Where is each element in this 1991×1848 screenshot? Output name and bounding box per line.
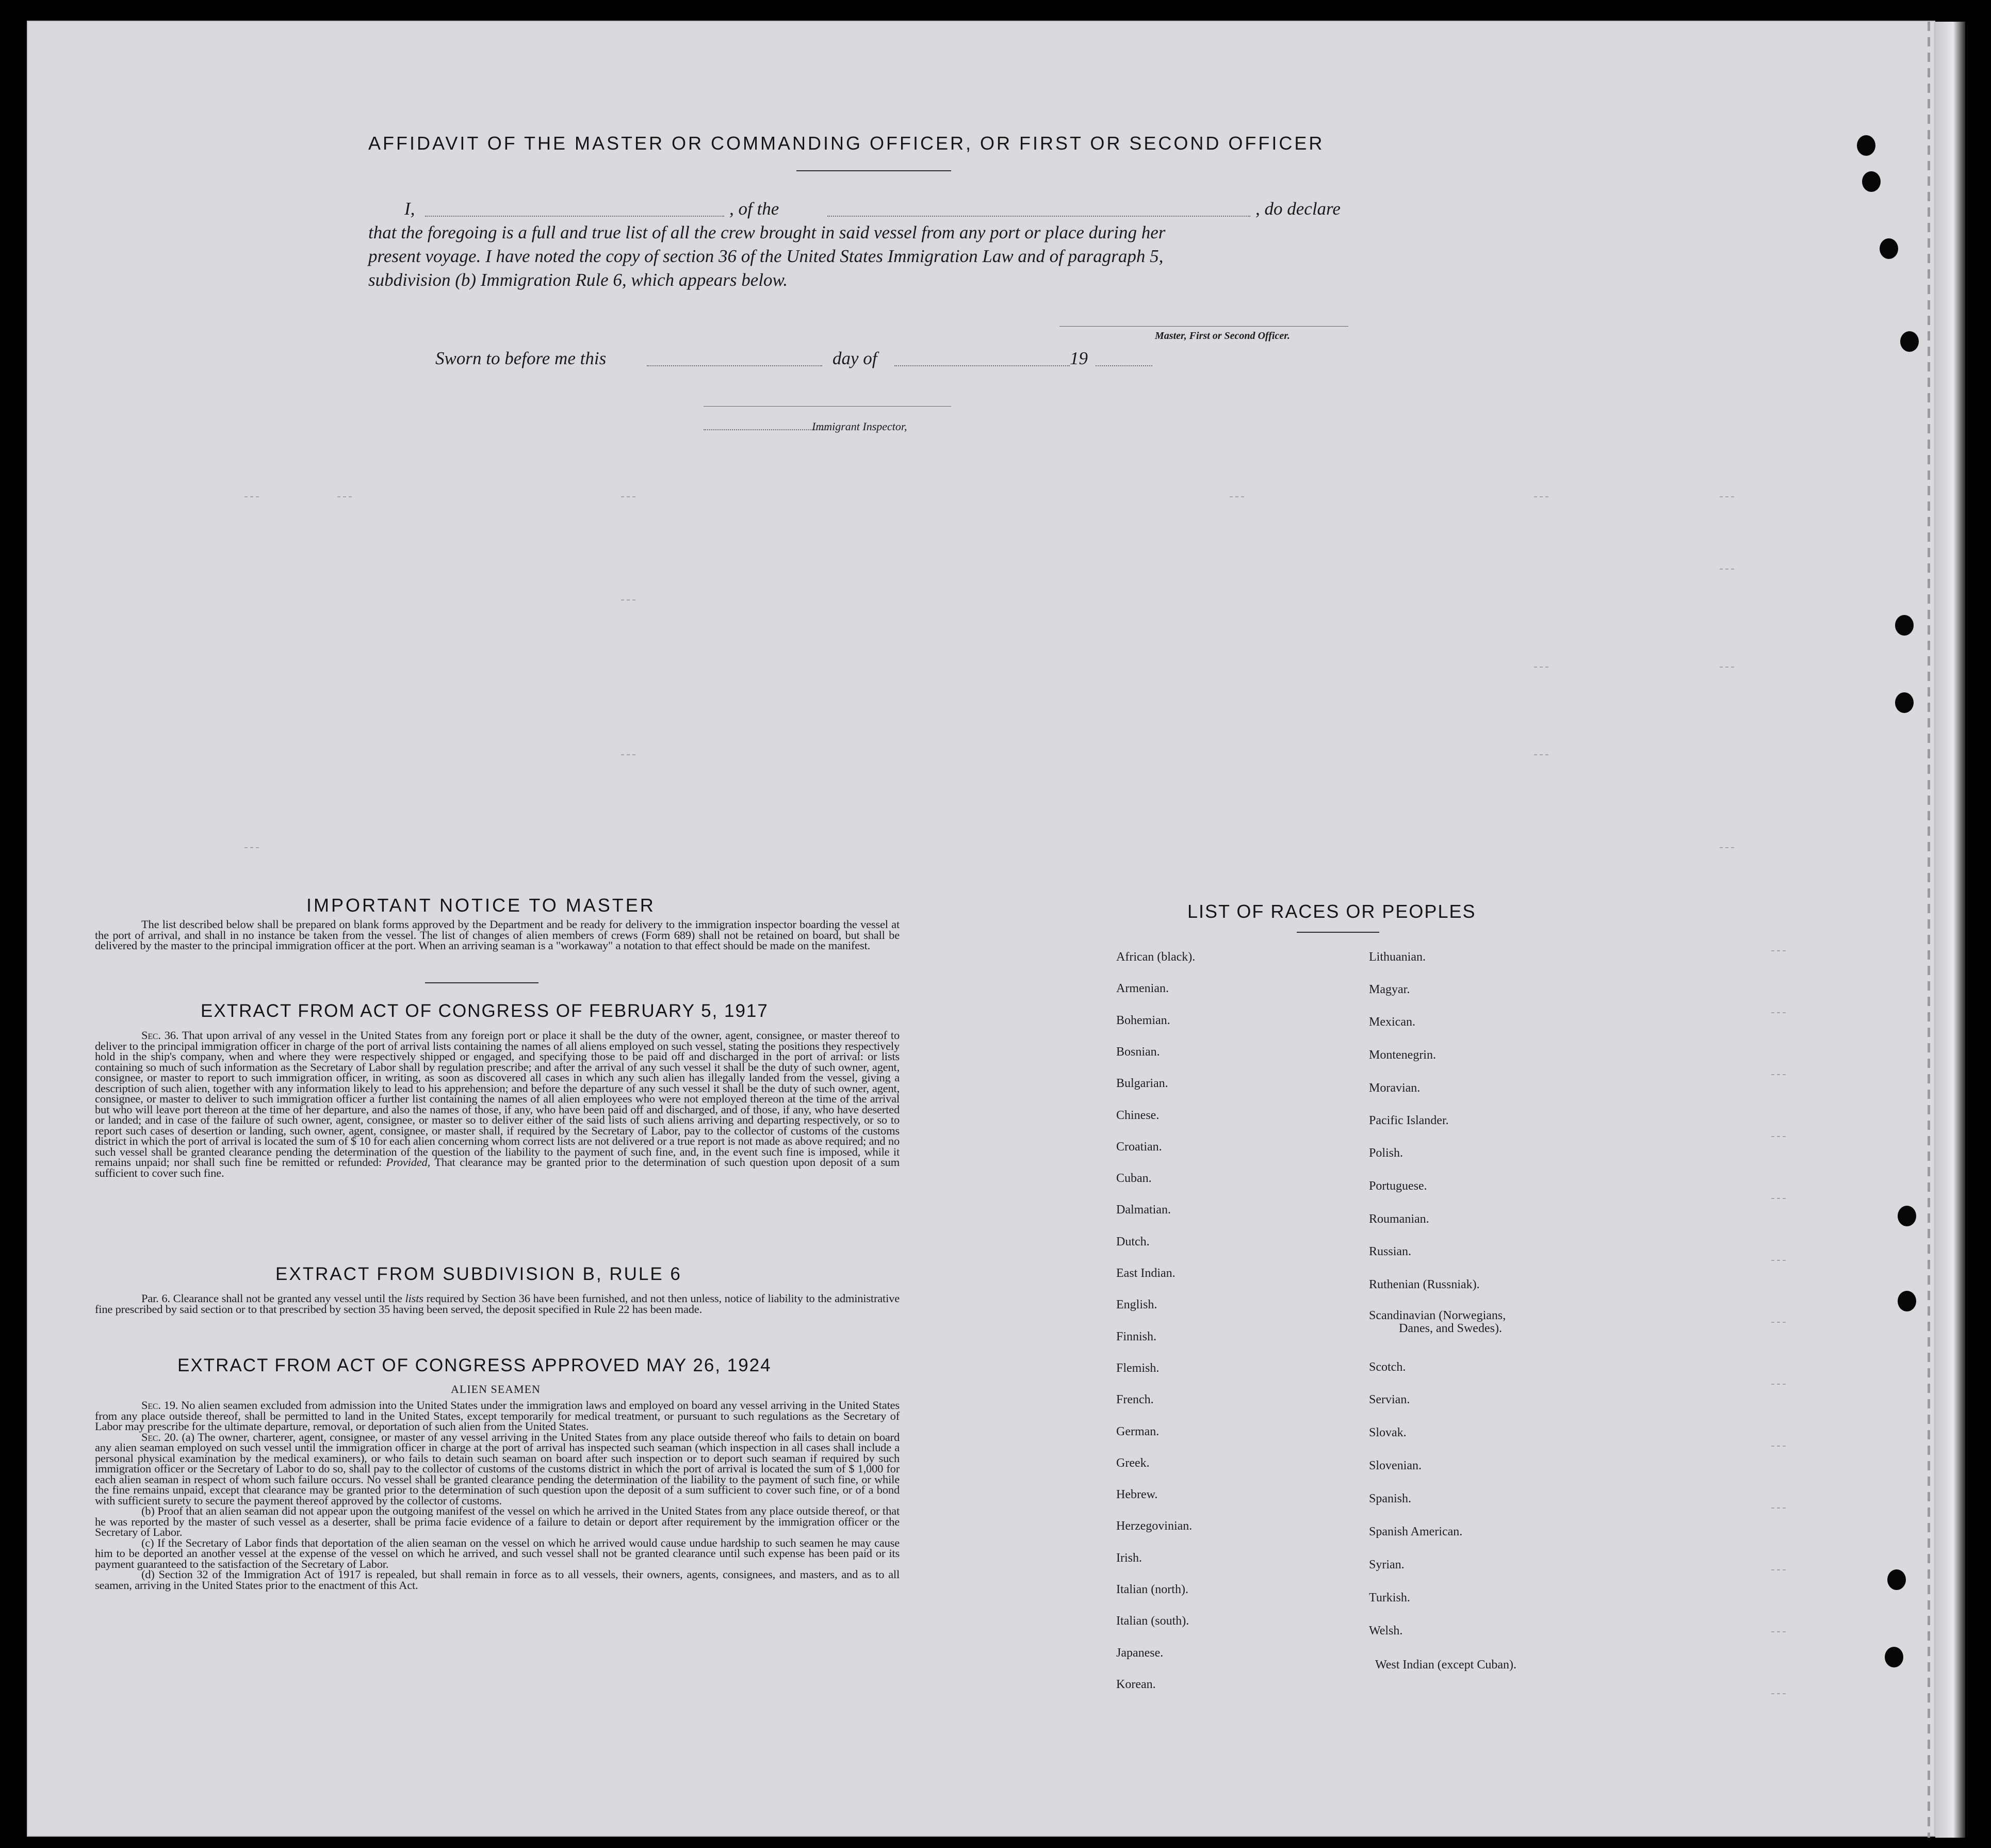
race-item: Danes, and Swedes). [1399,1322,1502,1335]
race-item: Greek. [1116,1456,1150,1470]
affidavit-line-1 [373,197,1379,221]
race-item: German. [1116,1424,1160,1438]
race-item: Roumanian. [1369,1212,1429,1226]
race-item: Scandinavian (Norwegians, [1369,1309,1506,1322]
do-declare-text: , do declare [1255,199,1341,219]
race-item: Korean. [1116,1677,1156,1691]
race-item: Spanish American. [1369,1525,1463,1538]
race-item: Ruthenian (Russniak). [1369,1278,1480,1291]
inspector-caption: Immigrant Inspector, [812,420,907,433]
race-item: Slovak. [1369,1426,1407,1439]
rule6-text: Par. 6. Clearance shall not be granted any vessel until the [141,1292,402,1305]
notice-title: IMPORTANT NOTICE TO MASTER [306,895,656,916]
form-page [27,21,1935,1837]
punch-hole [1898,1291,1916,1311]
race-item: Scotch. [1369,1360,1406,1374]
section-36-label: Sec. 36. [141,1029,179,1042]
notice-rule [425,982,538,983]
bleed-mark [1771,1384,1786,1385]
bleed-mark [621,599,635,601]
inspector-signature-line[interactable] [704,406,951,407]
races-title: LIST OF RACES OR PEOPLES [1187,901,1476,922]
bleed-mark [337,496,352,497]
section-36-end: That clearance may be granted prior to the determination of such question upon deposit of a sum sufficient to cover such fine. [95,1156,900,1179]
race-item: Finnish. [1116,1330,1157,1343]
rule6-text-end: required by Section 36 have been furnished, and not then unless, notice of liability to the administrative fine prescribed by said section or to that prescribed by section 35 having been served, the deposit specified in Rule 22 has been made. [95,1292,900,1316]
extract-1917-body [95,1030,900,1178]
punch-hole [1898,1206,1916,1226]
races-title-rule [1297,932,1379,933]
extract-rule6-title: EXTRACT FROM SUBDIVISION B, RULE 6 [275,1264,682,1284]
race-item: French. [1116,1393,1154,1407]
race-item: Spanish. [1369,1492,1412,1505]
race-item: Bosnian. [1116,1045,1160,1059]
punch-hole [1862,171,1881,192]
race-item: Italian (north). [1116,1583,1188,1596]
race-item: Pacific Islander. [1369,1114,1449,1127]
punch-hole [1857,135,1875,156]
punch-hole [1887,1569,1906,1590]
race-item: Syrian. [1369,1558,1405,1571]
race-item: Lithuanian. [1369,950,1426,964]
bleed-mark [1534,754,1548,755]
section-19-label: Sec. 19. [141,1399,178,1412]
sworn-year-field[interactable] [1096,365,1152,366]
bleed-mark [1720,847,1734,848]
bleed-mark [1771,1507,1786,1509]
bleed-mark [1720,569,1734,570]
bleed-mark [1720,496,1734,497]
race-item: Slovenian. [1369,1459,1422,1472]
of-the-text: , of the [729,199,779,219]
extract-1924-body [95,1400,900,1591]
affidavit-line-2: that the foregoing is a full and true list of all the crew brought in said vessel from any port or place during her [368,222,1166,242]
inspector-dash [704,429,827,430]
page-edge [1935,22,1965,1838]
vessel-name-field[interactable] [827,216,1250,217]
bleed-mark [1771,1074,1786,1075]
sworn-day-field[interactable] [647,365,822,366]
race-item: Chinese. [1116,1108,1160,1122]
affidavit-title-rule [796,170,951,171]
declarant-prefix: I, [404,199,415,219]
edge-perforation [1928,22,1930,1838]
race-item: Turkish. [1369,1591,1410,1604]
race-item: Welsh. [1369,1624,1403,1638]
race-item: Herzegovinian. [1116,1519,1193,1533]
race-item: Bohemian. [1116,1013,1170,1027]
affidavit-line-3: present voyage. I have noted the copy of section 36 of the United States Immigration Law and of paragraph 5, [368,246,1164,266]
bleed-mark [1771,1569,1786,1570]
race-item: Irish. [1116,1551,1142,1565]
race-item: Montenegrin. [1369,1048,1436,1062]
bleed-mark [244,847,259,848]
bleed-mark [1771,1136,1786,1137]
lists-word: lists [405,1292,423,1305]
alien-seamen-subtitle: ALIEN SEAMEN [451,1383,541,1396]
notice-text: The list described below shall be prepared on blank forms approved by the Department and be ready for delivery to the immigration inspector boarding the vessel at the port of arrival, and shall in no instance be taken from the vessel. The list of changes of alien members of crews (Form 689) shall not be retained on board, but shall be delivered by the master to the principal immigration officer at the port. When an arriving seaman is a "workaway" a notation to that effect should be made on the manifest. [95,918,900,952]
race-item: Russian. [1369,1245,1412,1258]
race-item: Bulgarian. [1116,1077,1168,1091]
section-19-text: No alien seamen excluded from admission into the United States under the immigration laws and employed on board any vessel arriving in the United States from any place outside thereof, shall be permitted to land in the United States, except temporarily for medical treatment, or pursuant to such regulations as the Secretary of Labor may prescribe for the ultimate departure, removal, or deportation of such alien from the United States. [95,1399,900,1433]
race-item: Polish. [1369,1146,1404,1160]
extract-1917-title: EXTRACT FROM ACT OF CONGRESS OF FEBRUARY 5, 1917 [201,1001,769,1021]
race-item: Flemish. [1116,1361,1160,1375]
sworn-month-field[interactable] [894,365,1070,366]
race-item: Dutch. [1116,1235,1150,1249]
bleed-mark [1534,667,1548,668]
bleed-mark [621,754,635,755]
bleed-mark [1534,496,1548,497]
bleed-mark [1771,1012,1786,1013]
declarant-name-field[interactable] [425,216,724,217]
sworn-line [435,347,1157,370]
extract-1924-title: EXTRACT FROM ACT OF CONGRESS APPROVED MAY 26, 1924 [177,1355,772,1375]
bleed-mark [621,496,635,497]
bleed-mark [1771,950,1786,951]
section-19-paragraph [95,1400,900,1432]
race-item: Mexican. [1369,1015,1415,1029]
section-20a-paragraph [95,1432,900,1506]
punch-hole [1895,692,1914,713]
race-item: Servian. [1369,1393,1410,1406]
section-20-label: Sec. 20. [141,1430,178,1444]
sworn-text: Sworn to before me this [435,348,607,368]
year-prefix: 19 [1070,348,1088,368]
race-item: Croatian. [1116,1140,1162,1154]
punch-hole [1895,615,1914,636]
race-item: Moravian. [1369,1081,1421,1095]
bleed-mark [1771,1631,1786,1632]
race-item: East Indian. [1116,1267,1176,1280]
bleed-mark [244,496,259,497]
race-item: Armenian. [1116,982,1169,996]
section-36-text: That upon arrival of any vessel in the United States from any foreign port or place it shall be the duty of the owner, agent, consignee, or master thereof to deliver to the principal immigration officer in charge of the port of arrival lists containing the names of all aliens employed on such vessel, stating the positions they respectively hold in the ship's company, when and where they were respectively shipped or engaged, and specifying those to be paid off and discharged in the port of arrival: or lists containing so much of such information as the Secretary of Labor shall by regulation prescribe; and after the arrival of any such vessel it shall be the duty of such owner, agent, consignee, or master to report to such immigration officer, in writing, as soon as discovered all cases in which any such alien has illegally landed from the vessel, giving a description of such alien, together with any information likely to lead to his apprehension; and before the departure of any such vessel it shall be the duty of such owner, agent, consignee, or master to deliver to such immigration officer a further list containing the names of all alien employees who were not employed thereon at the time of the arrival but who will leave port thereon at the time of her departure, and also the names of those, if any, who have been paid off and discharged, and of those, if any, who have deserted or landed; and in case of the failure of such owner, agent, consignee, or master so to deliver either of the said lists of such aliens arriving and departing respectively, or so to report such cases of desertion or landing, such owner, agent, consignee, or master shall, if required by the Secretary of Labor, pay to the collector of customs of the customs district in which the port of arrival is located the sum of $ 10 for each alien concerning whom correct lists are not delivered or a true report is not made as above required; and no such vessel shall be granted clearance pending the determination of the question of the liability to the payment of such fine, and, in the event such fine is imposed, while it remains unpaid; nor shall such fine be remitted or refunded: [95,1029,900,1169]
race-item: Dalmatian. [1116,1203,1171,1217]
bleed-mark [1230,496,1244,497]
notice-body [95,919,900,951]
provided-label: Provided, [386,1156,431,1169]
race-item: Portuguese. [1369,1179,1427,1193]
race-item: West Indian (except Cuban). [1375,1658,1516,1672]
race-item: Hebrew. [1116,1488,1158,1502]
section-36-paragraph [95,1030,900,1178]
race-item: Cuban. [1116,1172,1152,1186]
bleed-mark [1771,1322,1786,1323]
bleed-mark [1771,1693,1786,1694]
day-of-text: day of [833,348,877,368]
punch-hole [1900,331,1919,352]
bleed-mark [1720,667,1734,668]
bleed-mark [1771,1446,1786,1447]
race-item: Japanese. [1116,1646,1164,1660]
punch-hole [1880,238,1898,259]
section-20b-text: (b) Proof that an alien seaman did not appear upon the outgoing manifest of the vessel on which he arrived in the United States from any place outside thereof, or that he was reported by the master of such vessel as a deserter, shall be prima facie evidence of a failure to detain or deport after requirement by the immigration officer or the Secretary of Labor. [95,1504,900,1538]
race-item: Italian (south). [1116,1614,1189,1628]
extract-rule6-body [95,1293,900,1315]
section-20c-text: (c) If the Secretary of Labor finds that deportation of the alien seaman on the vessel on which he arrived would cause undue hardship to such seamen he may cause him to be deported an another vessel at the expense of the vessel on which he arrived, and such vessel shall not be granted clearance until such expense has been paid or its payment guaranteed to the satisfaction of the Secretary of Labor. [95,1536,900,1570]
affidavit-line-4: subdivision (b) Immigration Rule 6, which appears below. [368,270,788,290]
race-item: Magyar. [1369,983,1410,996]
rule6-paragraph [95,1293,900,1315]
bleed-mark [1771,1198,1786,1199]
punch-hole [1885,1647,1903,1667]
signature-caption: Master, First or Second Officer. [1155,330,1290,342]
signature-line[interactable] [1059,326,1348,327]
race-item: African (black). [1116,950,1196,964]
section-20a-text: (a) The owner, charterer, agent, consignee, or master of any vessel arriving in the United States from any place outside thereof who fails to detain on board any alien seaman employed on such vessel until the immigration officer in charge at the port of arrival has inspected such seaman (which inspection in all cases shall include a personal physical examination by the medical examiners), or who fails to detain such seaman on board after such inspection or to deport such seaman if required by such immigration officer or the Secretary of Labor to do so, shall pay to the collector of customs of the customs district in which the port of arrival is located the sum of $ 1,000 for each alien seaman in respect of whom such failure occurs. No vessel shall be granted clearance pending the determination of the liability to the payment of such fine, or while the fine remains unpaid, except that clearance may be granted prior to the determination of such question upon the deposit of a sum sufficient to cover such fine, or of a bond with sufficient surety to secure the payment thereof approved by the collector of customs. [95,1430,900,1507]
bleed-mark [1771,1260,1786,1261]
section-20d-text: (d) Section 32 of the Immigration Act of 1917 is repealed, but shall remain in force as to all vessels, their owners, agents, consignees, and masters, and as to all seamen, arriving in the United States prior to the enactment of this Act. [95,1568,900,1592]
race-item: English. [1116,1298,1157,1312]
affidavit-title: AFFIDAVIT OF THE MASTER OR COMMANDING OFFICER, OR FIRST OR SECOND OFFICER [368,133,1325,154]
